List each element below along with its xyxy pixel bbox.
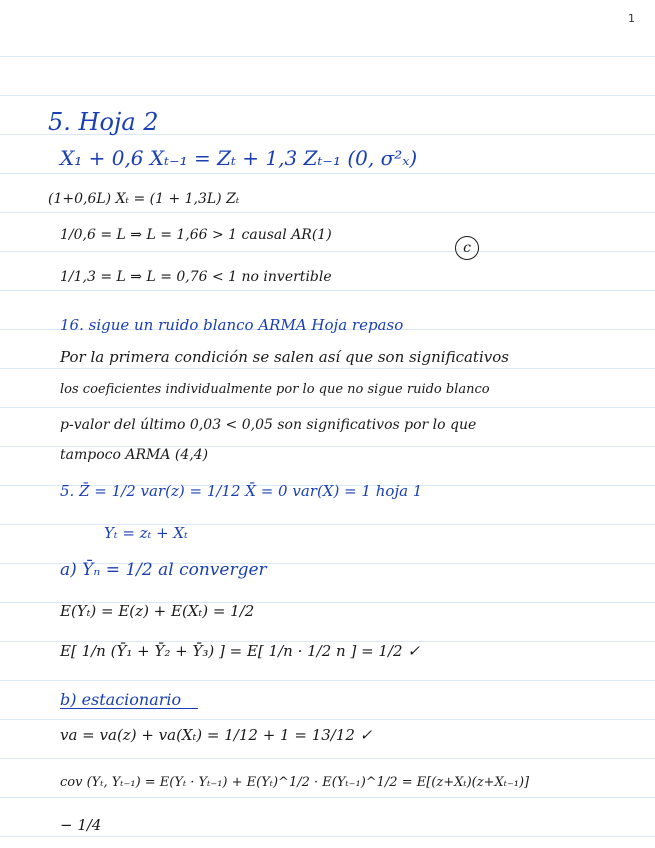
circled-c-mark: c [455, 236, 479, 260]
part-a-heading: a) Ȳₙ = 1/2 al converger [60, 560, 267, 580]
section-5-stats: 5. Z̄ = 1/2 var(z) = 1/12 X̄ = 0 var(X) = 1 hoja 1 [60, 482, 423, 500]
paragraph-line-4: tampoco ARMA (4,4) [60, 447, 209, 463]
equation-yt: Yₜ = zₜ + Xₜ [104, 524, 188, 542]
equation-causal: 1/0,6 = L ⇒ L = 1,66 > 1 causal AR(1) [60, 227, 332, 243]
heading-ruido-blanco: 16. sigue un ruido blanco ARMA Hoja repaso [60, 316, 404, 334]
part-b-underline [60, 708, 198, 710]
page-number: 1 [628, 12, 635, 25]
paragraph-line-2: los coeficientes individualmente por lo que no sigue ruido blanco [60, 382, 490, 397]
paragraph-line-3: p-valor del último 0,03 < 0,05 son significativos por lo que [60, 417, 477, 433]
heading-hoja-2: 5. Hoja 2 [48, 108, 159, 136]
equation-mean-check: E[ 1/n (Ȳ₁ + Ȳ₂ + Ȳ₃) ] = E[ 1/n · 1/2 n ] = 1/2 ✓ [60, 642, 420, 660]
equation-invertible: 1/1,3 = L ⇒ L = 0,76 < 1 no invertible [60, 269, 332, 285]
equation-arma: X₁ + 0,6 Xₜ₋₁ = Zₜ + 1,3 Zₜ₋₁ (0, σ²ₓ) [60, 146, 418, 170]
equation-variance: va = va(z) + va(Xₜ) = 1/12 + 1 = 13/12 ✓ [60, 726, 373, 744]
equation-covariance: cov (Yₜ, Yₜ₋₁) = E(Yₜ · Yₜ₋₁) + E(Yₜ)^1/2 · E(Yₜ₋₁)^1/2 = E[(z+Xₜ)(z+Xₜ₋₁)] [60, 775, 530, 790]
equation-lag-operator: (1+0,6L) Xₜ = (1 + 1,3L) Zₜ [48, 191, 240, 207]
equation-expectation: E(Yₜ) = E(z) + E(Xₜ) = 1/2 [60, 602, 255, 620]
paragraph-line-1: Por la primera condición se salen así que son significativos [60, 348, 509, 366]
part-b-heading: b) estacionario [60, 690, 182, 709]
equation-result: − 1/4 [60, 816, 102, 834]
